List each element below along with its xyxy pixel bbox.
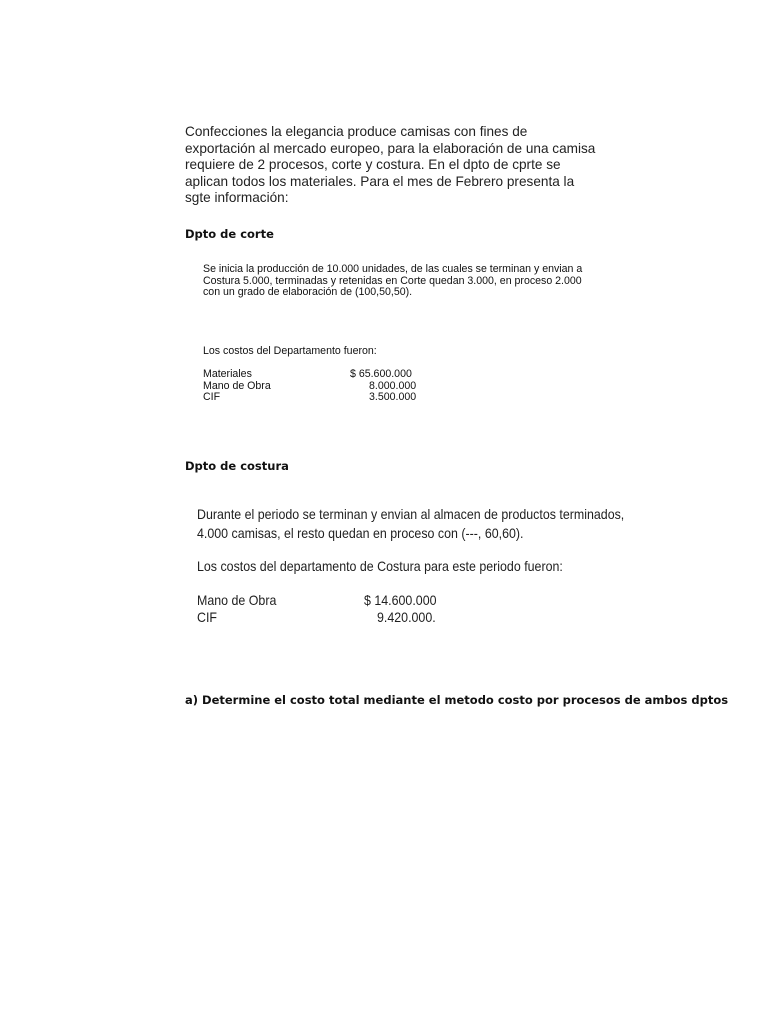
cost-label: Mano de Obra bbox=[197, 593, 277, 608]
cost-value: 3.500.000 bbox=[369, 391, 417, 403]
cost-label: Materiales bbox=[203, 368, 252, 380]
cost-label: CIF bbox=[197, 610, 218, 625]
costura-line: 4.000 camisas, el resto quedan en proceso con (---, 60,60). bbox=[197, 526, 524, 541]
cost-value: 9.420.000. bbox=[377, 610, 436, 625]
intro-line: exportación al mercado europeo, para la elaboración de una camisa bbox=[185, 140, 596, 156]
cost-value: $ 65.600.000 bbox=[350, 368, 412, 380]
costura-paragraph bbox=[197, 505, 624, 543]
intro-line: Confecciones la elegancia produce camisas con fines de bbox=[185, 124, 528, 139]
corte-line: Costura 5.000, terminadas y retenidas en Corte quedan 3.000, en proceso 2.000 bbox=[203, 274, 582, 287]
question-text: a) Determine el costo total mediante el metodo costo por procesos de ambos dptos bbox=[185, 693, 729, 707]
corte-paragraph bbox=[203, 264, 582, 299]
intro-line: sgte información: bbox=[185, 190, 289, 205]
corte-heading: Dpto de corte bbox=[185, 227, 274, 241]
costura-line: Durante el periodo se terminan y envian al almacen de productos terminados, bbox=[197, 507, 625, 522]
intro-line: requiere de 2 procesos, corte y costura. En el dpto de cprte se bbox=[185, 157, 561, 172]
cost-label: CIF bbox=[203, 391, 221, 403]
intro-line: aplican todos los materiales. Para el mes de Febrero presenta la bbox=[185, 173, 575, 189]
costura-heading: Dpto de costura bbox=[185, 459, 289, 473]
corte-line: Se inicia la producción de 10.000 unidades, de las cuales se terminan y envian a bbox=[203, 263, 583, 275]
corte-costs-title: Los costos del Departamento fueron: bbox=[203, 345, 377, 357]
cost-label: Mano de Obra bbox=[203, 380, 271, 392]
costura-costs-title: Los costos del departamento de Costura para este periodo fueron: bbox=[197, 559, 563, 574]
intro-paragraph bbox=[185, 124, 625, 207]
cost-value: 8.000.000 bbox=[369, 380, 417, 392]
cost-value: $ 14.600.000 bbox=[364, 593, 437, 608]
corte-line: con un grado de elaboración de (100,50,50). bbox=[203, 286, 413, 298]
